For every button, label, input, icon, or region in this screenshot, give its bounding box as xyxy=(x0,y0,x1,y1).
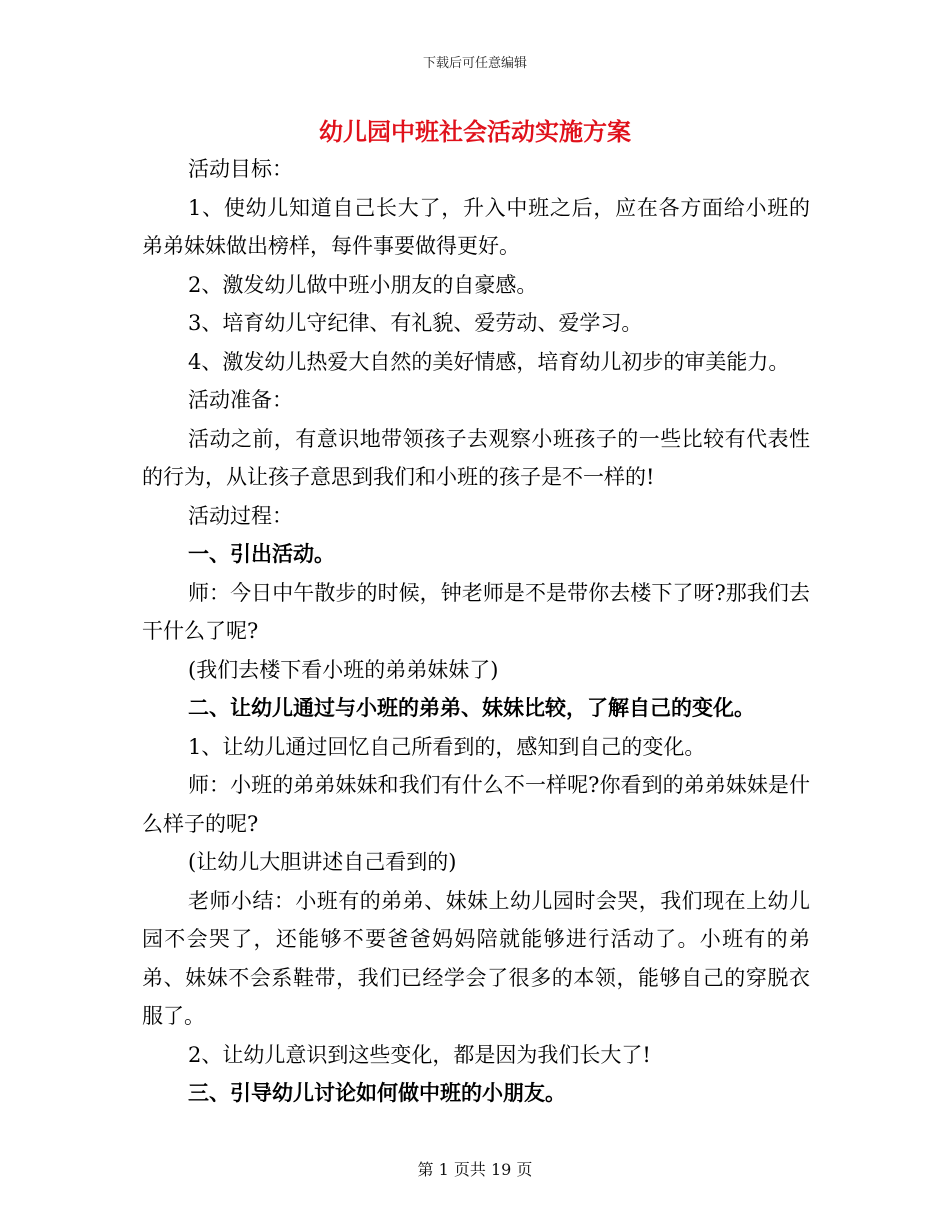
paragraph: (让幼儿大胆讲述自己看到的) xyxy=(188,850,457,874)
paragraph: 活动过程： xyxy=(188,503,293,528)
header-note: 下载后可任意编辑 xyxy=(422,56,527,71)
section-heading: 一、引出活动。 xyxy=(188,541,335,566)
section-heading: 二、让幼儿通过与小班的弟弟、妹妹比较，了解自己的变化。 xyxy=(188,695,755,720)
paragraph: 1、使幼儿知道自己长大了，升入中班之后，应在各方面给小班的弟弟妹妹做出榜样，每件事要做得更好。 xyxy=(142,195,810,258)
paragraph: 师：今日中午散步的时候，钟老师是不是带你去楼下了呀?那我们去干什么了呢? xyxy=(142,580,810,643)
paragraph: 1、让幼儿通过回忆自己所看到的，感知到自己的变化。 xyxy=(188,734,706,759)
section-heading: 三、引导幼儿讨论如何做中班的小朋友。 xyxy=(188,1080,566,1105)
paragraph: 3、培育幼儿守纪律、有礼貌、爱劳动、爱学习。 xyxy=(188,311,643,335)
paragraph: 2、激发幼儿做中班小朋友的自豪感。 xyxy=(188,272,538,297)
paragraph: 活动之前，有意识地带领孩子去观察小班孩子的一些比较有代表性的行为，从让孩子意思到我们和小班的孩子是不一样的! xyxy=(142,426,810,489)
document-body xyxy=(142,150,810,1113)
paragraph: 活动准备： xyxy=(188,388,293,412)
document-title: 幼儿园中班社会活动实施方案 xyxy=(319,117,631,146)
paragraph: 师：小班的弟弟妹妹和我们有什么不一样呢?你看到的弟弟妹妹是什么样子的呢? xyxy=(142,773,810,836)
paragraph: 4、激发幼儿热爱大自然的美好情感，培育幼儿初步的审美能力。 xyxy=(188,349,790,374)
paragraph: 2、让幼儿意识到这些变化，都是因为我们长大了! xyxy=(188,1042,651,1067)
page-footer: 第 1 页共 19 页 xyxy=(417,1160,533,1179)
paragraph: 活动目标： xyxy=(188,157,293,181)
paragraph: 老师小结：小班有的弟弟、妹妹上幼儿园时会哭，我们现在上幼儿园不会哭了，还能够不要爸爸妈妈陪就能够进行活动了。小班有的弟弟、妹妹不会系鞋带，我们已经学会了很多的本领，能够自己的穿脱衣服了。 xyxy=(142,888,810,1028)
paragraph: (我们去楼下看小班的弟弟妹妹了) xyxy=(188,657,499,682)
